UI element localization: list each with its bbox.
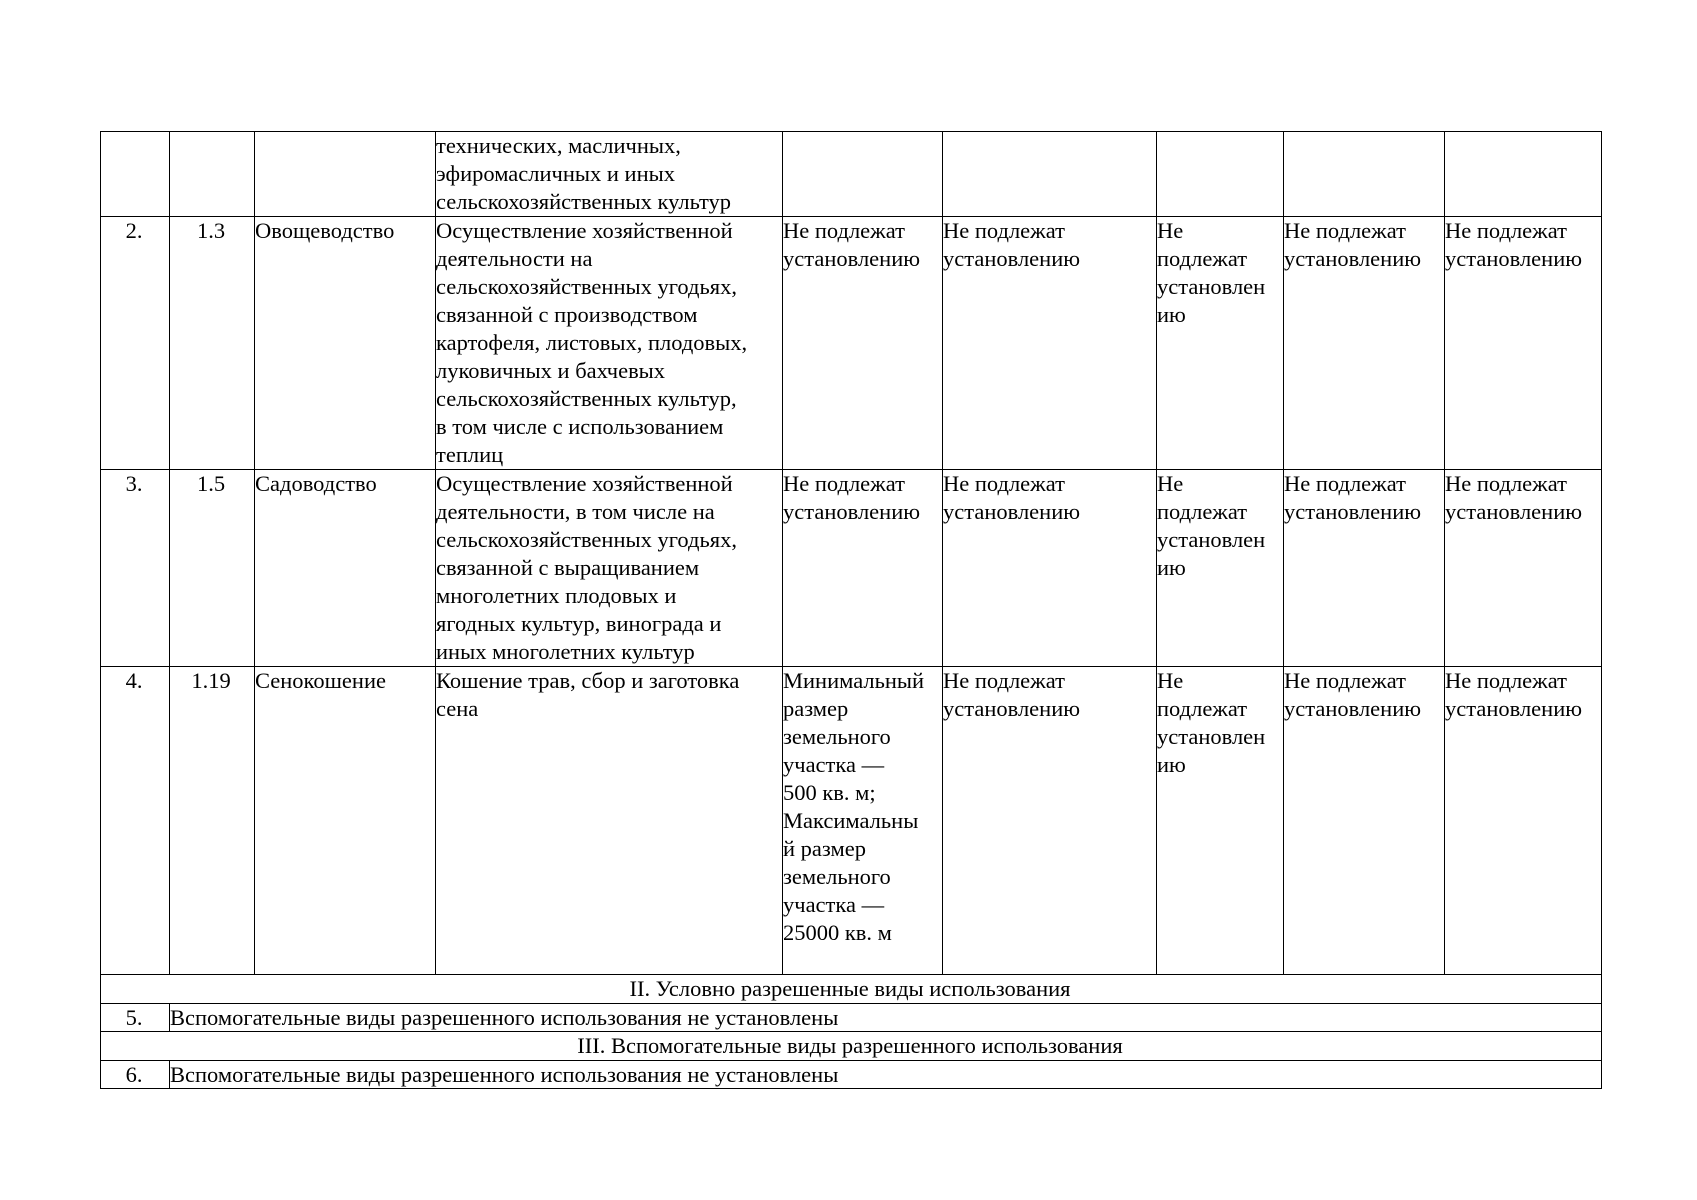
parameter-col9: Не подлежат установлению (1445, 217, 1602, 470)
classifier-code: 1.3 (170, 217, 255, 470)
zoning-table (100, 131, 1602, 1089)
table-row (101, 217, 1602, 470)
cell-col9-empty (1445, 132, 1602, 217)
row-number: 5. (101, 1004, 170, 1032)
row-number: 4. (101, 667, 170, 975)
parameter-col7: Не подлежат установлен ию (1157, 217, 1284, 470)
use-type-description: Кошение трав, сбор и заготовка сена (436, 667, 783, 975)
use-type-description: Осуществление хозяйственной деятельности, в том числе на сельскохозяйственных угодьях, связанной с выращиванием многолетних плодовых и ягодных культур, винограда и иных многолетних культур (436, 470, 783, 667)
section-title-auxiliary: III. Вспомогательные виды разрешенного использования (101, 1032, 1602, 1061)
parameter-col8: Не подлежат установлению (1284, 217, 1445, 470)
section-title-conditional: II. Условно разрешенные виды использования (101, 975, 1602, 1004)
use-type-name: Садоводство (255, 470, 436, 667)
cell-col6-empty (943, 132, 1157, 217)
cell-description: технических, масличных, эфиромасличных и иных сельскохозяйственных культур (436, 132, 783, 217)
parameter-col8: Не подлежат установлению (1284, 470, 1445, 667)
section-header-row (101, 1032, 1602, 1061)
parameter-col6: Не подлежат установлению (943, 470, 1157, 667)
table-row (101, 667, 1602, 975)
use-type-description: Осуществление хозяйственной деятельности на сельскохозяйственных угодьях, связанной с производством картофеля, листовых, плодовых, луковичных и бахчевых сельскохозяйственных культур, в том числе с использованием теплиц (436, 217, 783, 470)
parameter-col7: Не подлежат установлен ию (1157, 667, 1284, 975)
section-note: Вспомогательные виды разрешенного использования не установлены (170, 1061, 1602, 1089)
table-row (101, 470, 1602, 667)
parameter-col9: Не подлежат установлению (1445, 667, 1602, 975)
cell-code-empty (170, 132, 255, 217)
cell-num-empty (101, 132, 170, 217)
row-number: 3. (101, 470, 170, 667)
parameter-col6: Не подлежат установлению (943, 667, 1157, 975)
use-type-name: Сенокошение (255, 667, 436, 975)
cell-col8-empty (1284, 132, 1445, 217)
parameter-col5: Не подлежат установлению (783, 217, 943, 470)
table-row (101, 1004, 1602, 1032)
cell-col5-empty (783, 132, 943, 217)
row-number: 6. (101, 1061, 170, 1089)
use-type-name: Овощеводство (255, 217, 436, 470)
parameter-col9: Не подлежат установлению (1445, 470, 1602, 667)
cell-name-empty (255, 132, 436, 217)
section-note: Вспомогательные виды разрешенного использования не установлены (170, 1004, 1602, 1032)
classifier-code: 1.19 (170, 667, 255, 975)
section-header-row (101, 975, 1602, 1004)
parameter-col8: Не подлежат установлению (1284, 667, 1445, 975)
row-number: 2. (101, 217, 170, 470)
table-row (101, 1061, 1602, 1089)
parameter-col5: Минимальный размер земельного участка — 500 кв. м; Максимальны й размер земельного участка — 25000 кв. м (783, 667, 943, 975)
classifier-code: 1.5 (170, 470, 255, 667)
parameter-col6: Не подлежат установлению (943, 217, 1157, 470)
parameter-col5: Не подлежат установлению (783, 470, 943, 667)
cell-col7-empty (1157, 132, 1284, 217)
parameter-col7: Не подлежат установлен ию (1157, 470, 1284, 667)
table-row-continuation (101, 132, 1602, 217)
